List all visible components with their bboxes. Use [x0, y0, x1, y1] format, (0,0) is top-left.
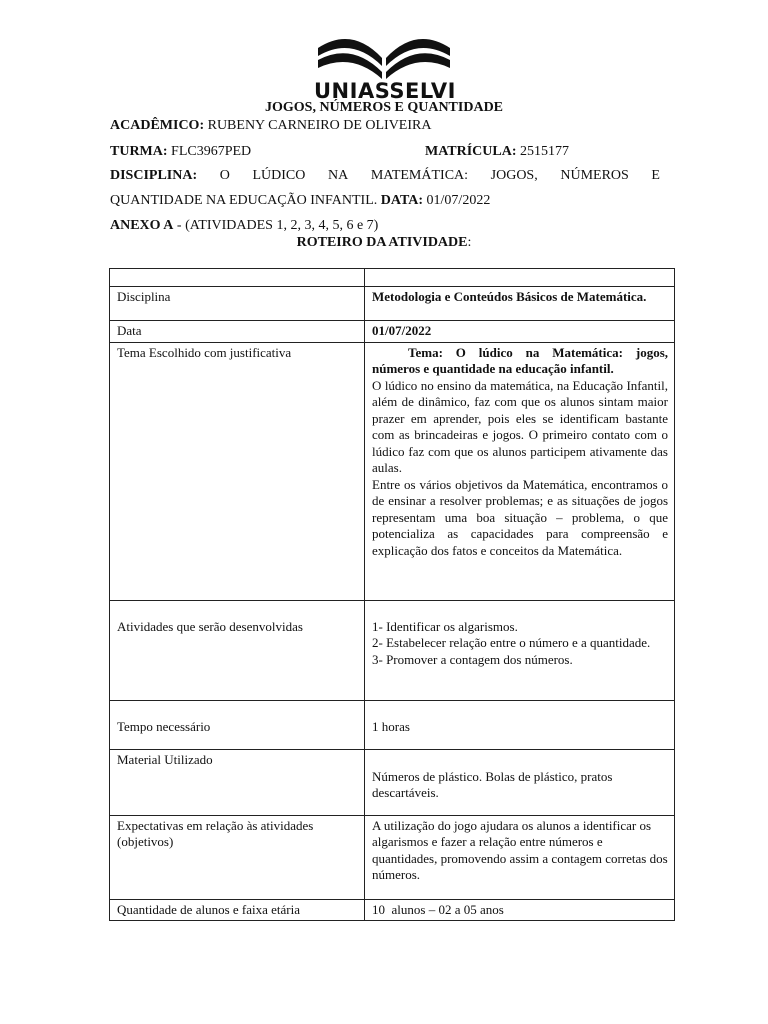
- table-row-empty: [110, 269, 675, 287]
- label-tema: Tema Escolhido com justificativa: [110, 342, 365, 600]
- table-cell-label: [110, 269, 365, 287]
- disciplina-word: NÚMEROS: [560, 168, 629, 183]
- disciplina-word: MATEMÁTICA:: [370, 168, 469, 183]
- table-row-tempo: [110, 700, 675, 749]
- atividade-item: 1- Identificar os algarismos.: [372, 618, 518, 634]
- table-cell-value: [365, 269, 675, 287]
- document-title: JOGOS, NÚMEROS E QUANTIDADE: [264, 100, 504, 115]
- turma-label: TURMA:: [110, 144, 168, 159]
- data-label: DATA:: [380, 193, 424, 208]
- value-atividades: [365, 600, 675, 700]
- anexo-value: - (ATIVIDADES 1, 2, 3, 4, 5, 6 e 7): [173, 218, 379, 233]
- disciplina-line-2: [110, 193, 660, 209]
- table-row-atividades: [110, 600, 675, 700]
- table-row-expectativas: [110, 815, 675, 899]
- matricula-line: [425, 144, 625, 160]
- uniasselvi-logo: [314, 26, 454, 108]
- anexo-line: [110, 218, 660, 234]
- label-material: Material Utilizado: [110, 749, 365, 815]
- table-row-data: [110, 321, 675, 343]
- disciplina-word: O: [219, 168, 230, 183]
- label-disciplina: Disciplina: [110, 287, 365, 321]
- turma-value: FLC3967PED: [171, 144, 252, 159]
- tema-heading: Tema: O lúdico na Matemática: jogos, números e quantidade na educação infantil.: [372, 344, 668, 376]
- value-disciplina: Metodologia e Conteúdos Básicos de Matemática.: [365, 287, 675, 321]
- table-row-tema: [110, 342, 675, 600]
- tema-paragraph-2: Entre os vários objetivos da Matemática, encontramos o de ensinar a resolver problemas; e as situações de jogos representam uma boa situação – problema, o que potencializa as capacidades para compreensão e explicação dos fatos e conceitos da Matemática.: [372, 476, 668, 558]
- academico-label: ACADÊMICO:: [110, 118, 205, 133]
- label-atividades: Atividades que serão desenvolvidas: [110, 600, 365, 700]
- data-value: 01/07/2022: [426, 193, 491, 208]
- roteiro-title-line: [0, 235, 768, 251]
- label-data: Data: [110, 321, 365, 343]
- tema-paragraph-1: O lúdico no ensino da matemática, na Educação Infantil, além de dinâmico, faz com que os alunos sintam maior prazer em aprender, pois eles se identificam bastante com as brincadeiras e jogos. O primeiro contato com o lúdico faz com que os alunos participem ativamente das aulas.: [372, 377, 668, 475]
- book-wings-icon: [314, 26, 454, 81]
- value-quantidade: 10 alunos – 02 a 05 anos: [365, 899, 675, 921]
- disciplina-word: LÚDICO: [252, 168, 306, 183]
- roteiro-colon: :: [467, 235, 472, 250]
- logo-text: UNIASSELVI: [314, 79, 456, 103]
- value-expectativas: A utilização do jogo ajudara os alunos a identificar os algarismos e fazer a relação entre números e quantidades, promovendo assim a contagem corretas dos números.: [365, 815, 675, 899]
- academico-value: RUBENY CARNEIRO DE OLIVEIRA: [207, 118, 432, 133]
- disciplina-word: E: [651, 168, 660, 183]
- academico-line: [110, 118, 660, 134]
- disciplina-word: NA: [327, 168, 349, 183]
- atividade-item: 3- Promover a contagem dos números.: [372, 651, 573, 667]
- label-tempo: Tempo necessário: [110, 700, 365, 749]
- matricula-value: 2515177: [520, 144, 570, 159]
- value-material: Números de plástico. Bolas de plástico, pratos descartáveis.: [365, 749, 675, 815]
- value-tempo: 1 horas: [365, 700, 675, 749]
- atividade-item: 2- Estabelecer relação entre o número e a quantidade.: [372, 635, 651, 650]
- table-row-disciplina: [110, 287, 675, 321]
- disciplina-label: DISCIPLINA:: [110, 168, 198, 183]
- table-row-material: [110, 749, 675, 815]
- disciplina-line-1: [110, 168, 660, 184]
- value-tema: [365, 342, 675, 600]
- roteiro-table: [109, 268, 675, 921]
- roteiro-title: ROTEIRO DA ATIVIDADE: [296, 235, 468, 250]
- disciplina-line-2-text: QUANTIDADE NA EDUCAÇÃO INFANTIL.: [110, 193, 378, 208]
- disciplina-word: JOGOS,: [490, 168, 538, 183]
- anexo-label: ANEXO A: [110, 218, 174, 233]
- matricula-label: MATRÍCULA:: [425, 144, 517, 159]
- table-row-quantidade: [110, 899, 675, 921]
- value-data: 01/07/2022: [365, 321, 675, 343]
- label-expectativas: Expectativas em relação às atividades (objetivos): [110, 815, 365, 899]
- label-quantidade: Quantidade de alunos e faixa etária: [110, 899, 365, 921]
